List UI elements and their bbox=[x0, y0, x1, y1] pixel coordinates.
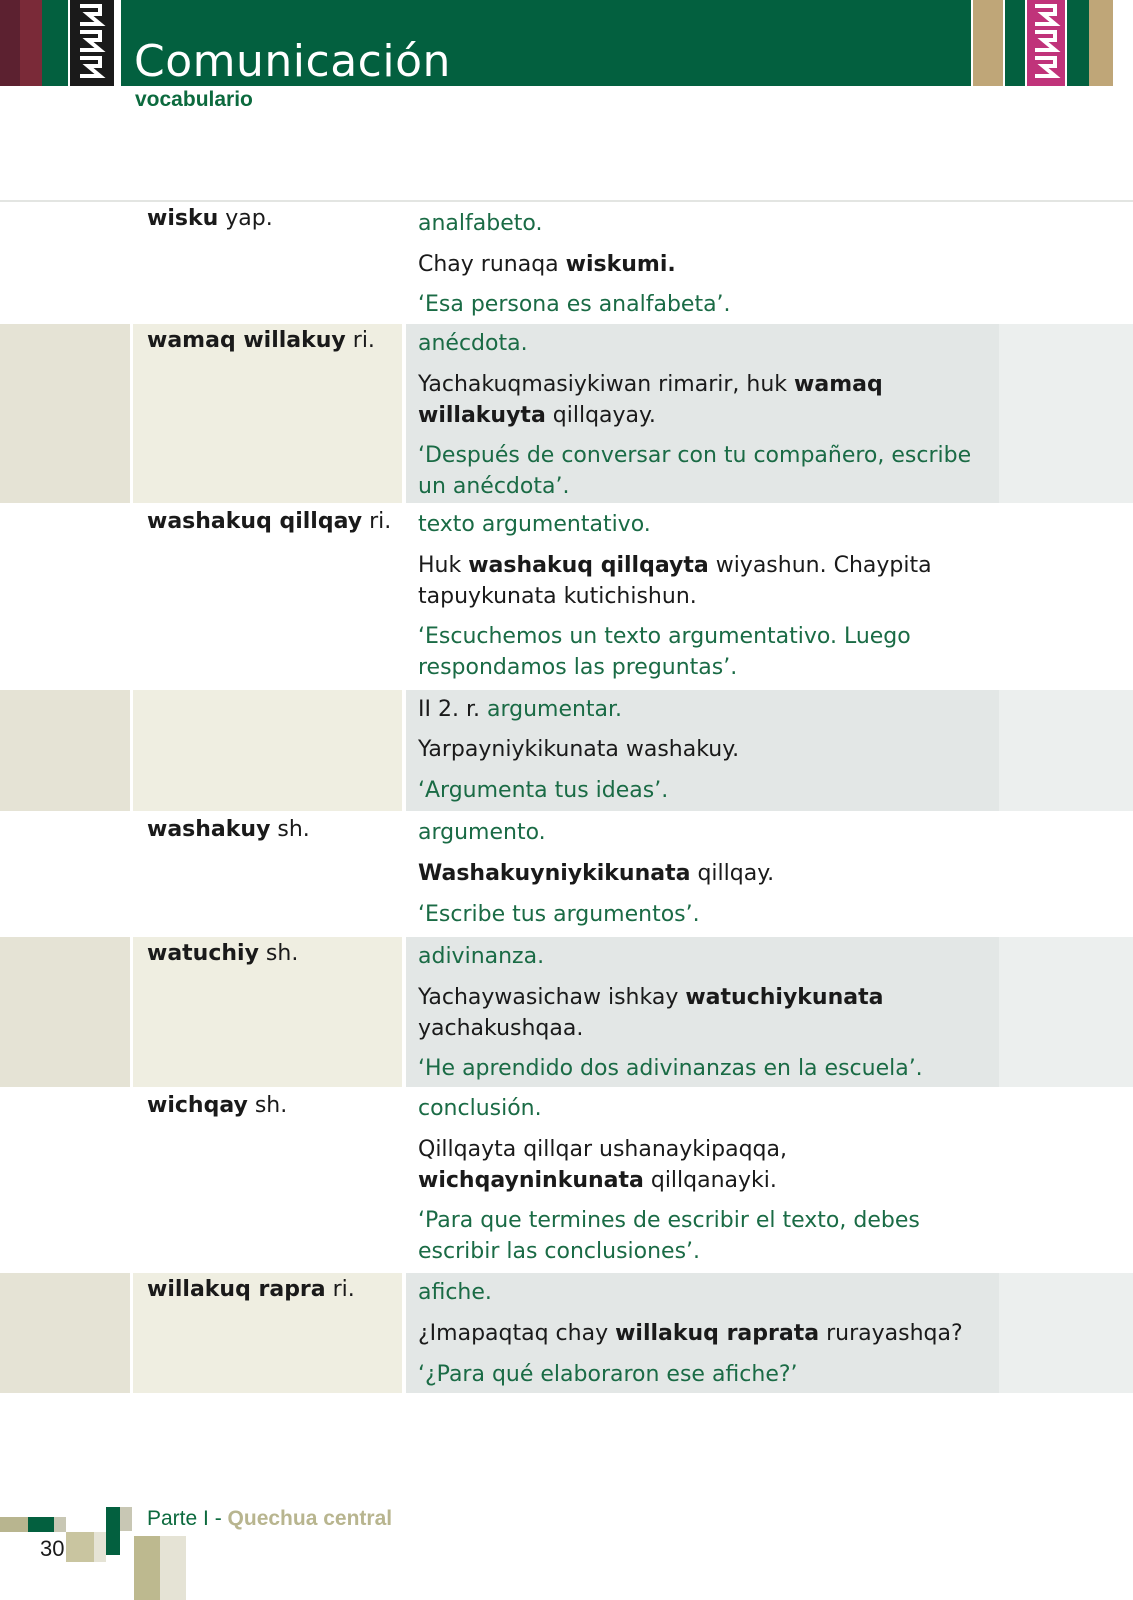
header-stripe bbox=[973, 0, 1003, 86]
example-headword: wiskumi. bbox=[565, 252, 676, 277]
example-headword: watuchiykunata bbox=[685, 985, 884, 1010]
table-cell bbox=[999, 505, 1133, 686]
header-stripe bbox=[1067, 0, 1089, 86]
example-sentence bbox=[418, 734, 993, 765]
headword-term: willakuq rapra bbox=[147, 1277, 326, 1302]
table-cell bbox=[999, 1273, 1133, 1393]
example-text: Qillqayta qillqar ushanaykipaqqa, bbox=[418, 1137, 787, 1162]
table-cell bbox=[0, 690, 130, 811]
table-cell bbox=[999, 937, 1133, 1087]
table-cell bbox=[0, 1273, 130, 1393]
page-title: Comunicación bbox=[134, 36, 451, 87]
table-cell bbox=[999, 324, 1133, 503]
part-of-speech: ri. bbox=[345, 328, 375, 353]
table-cell bbox=[133, 690, 402, 811]
headword-term: washakuy bbox=[147, 817, 271, 842]
footer-decoration bbox=[120, 1507, 132, 1531]
example-sentence bbox=[418, 982, 993, 1044]
definition bbox=[418, 694, 993, 725]
headword-term: wisku bbox=[147, 206, 219, 231]
definition bbox=[418, 941, 993, 972]
example-headword: wichqayninkunata bbox=[418, 1168, 644, 1193]
definition bbox=[418, 817, 993, 848]
headword-term: wamaq willakuy bbox=[147, 328, 346, 353]
example-text: qillqay. bbox=[690, 861, 775, 886]
definition-text: analfabeto. bbox=[418, 211, 543, 236]
footer-part-label bbox=[147, 1507, 392, 1531]
translation: ‘Después de conversar con tu compañero, escribe un anécdota’. bbox=[418, 443, 972, 499]
part-of-speech: sh. bbox=[247, 1093, 288, 1118]
definition bbox=[418, 1093, 993, 1124]
page-header bbox=[0, 0, 1133, 86]
table-cell bbox=[0, 937, 130, 1087]
footer-decoration bbox=[54, 1517, 66, 1532]
header-stripe bbox=[42, 0, 68, 86]
header-stripe bbox=[20, 0, 42, 86]
example-sentence bbox=[418, 550, 993, 612]
table-cell bbox=[999, 1089, 1133, 1269]
definition-text: anécdota. bbox=[418, 331, 528, 356]
header-stripe bbox=[114, 0, 118, 86]
example-headword: wamaq willakuyta bbox=[418, 372, 883, 428]
table-cell bbox=[0, 813, 130, 933]
definition-text: argumento. bbox=[418, 820, 546, 845]
definition bbox=[418, 509, 993, 540]
footer-decoration bbox=[0, 1517, 28, 1532]
definition bbox=[418, 328, 993, 359]
translation: ‘Escribe tus argumentos’. bbox=[418, 902, 700, 927]
headword-term: wichqay bbox=[147, 1093, 248, 1118]
sense-number: II 2. r. bbox=[418, 697, 487, 722]
definition-text: afiche. bbox=[418, 1280, 492, 1305]
example-sentence bbox=[418, 249, 993, 280]
translation: ‘Argumenta tus ideas’. bbox=[418, 778, 669, 803]
example-text: Yachaywasichaw ishkay bbox=[418, 985, 686, 1010]
part-of-speech: ri. bbox=[362, 509, 392, 534]
definition-text: argumentar. bbox=[486, 697, 623, 722]
example-text: ¿Imapaqtaq chay bbox=[418, 1321, 616, 1346]
footer-decoration bbox=[94, 1532, 106, 1562]
example-text: rurayashqa? bbox=[819, 1321, 963, 1346]
headword bbox=[147, 1277, 355, 1302]
footer-part-name: Quechua central bbox=[227, 1507, 393, 1530]
footer-decoration bbox=[160, 1536, 186, 1600]
table-cell bbox=[999, 202, 1133, 320]
example-text: Yachakuqmasiykiwan rimarir, huk bbox=[418, 372, 795, 397]
example-text: qillqanayki. bbox=[643, 1168, 777, 1193]
table-cell bbox=[999, 690, 1133, 811]
page-number: 30 bbox=[40, 1536, 65, 1561]
woven-motif-icon bbox=[1027, 0, 1065, 86]
table-cell bbox=[0, 505, 130, 686]
part-of-speech: ri. bbox=[325, 1277, 355, 1302]
header-stripe bbox=[1089, 0, 1113, 86]
example-text: Yarpayniykikunata washakuy. bbox=[418, 737, 740, 762]
definition-text: texto argumentativo. bbox=[418, 512, 651, 537]
translation: ‘¿Para qué elaboraron ese afiche?’ bbox=[418, 1362, 798, 1387]
footer-decoration bbox=[28, 1517, 54, 1532]
headword bbox=[147, 1093, 287, 1118]
example-text: wiyashun. Chaypita tapuykunata kutichishun. bbox=[418, 553, 932, 609]
headword bbox=[147, 817, 310, 842]
example-sentence bbox=[418, 1134, 993, 1196]
definition-text: conclusión. bbox=[418, 1096, 542, 1121]
translation: ‘He aprendido dos adivinanzas en la escuela’. bbox=[418, 1056, 923, 1081]
headword bbox=[147, 328, 375, 353]
example-sentence bbox=[418, 858, 993, 889]
example-sentence bbox=[418, 1318, 993, 1349]
definition bbox=[418, 208, 993, 239]
example-headword: Washakuyniykikunata bbox=[418, 861, 691, 886]
example-headword: willakuq raprata bbox=[615, 1321, 820, 1346]
footer-decoration bbox=[106, 1507, 120, 1555]
section-subtitle: vocabulario bbox=[135, 88, 253, 111]
footer-decoration bbox=[134, 1536, 160, 1600]
part-of-speech: sh. bbox=[258, 941, 299, 966]
example-text: Huk bbox=[418, 553, 469, 578]
translation: ‘Esa persona es analfabeta’. bbox=[418, 292, 731, 317]
header-stripe bbox=[1113, 0, 1133, 86]
definition bbox=[418, 1277, 993, 1308]
example-text: yachakushqaa. bbox=[418, 1016, 584, 1041]
footer-part: Parte I - bbox=[147, 1507, 228, 1530]
woven-motif-icon bbox=[70, 0, 114, 86]
example-sentence bbox=[418, 369, 993, 431]
table-cell bbox=[0, 1089, 130, 1269]
footer-decoration bbox=[66, 1532, 94, 1562]
example-headword: washakuq qillqayta bbox=[468, 553, 709, 578]
translation: ‘Escuchemos un texto argumentativo. Luego respondamos las preguntas’. bbox=[418, 624, 911, 680]
definition-text: adivinanza. bbox=[418, 944, 545, 969]
part-of-speech: sh. bbox=[270, 817, 310, 842]
table-cell bbox=[0, 324, 130, 503]
table-cell bbox=[999, 813, 1133, 933]
table-cell bbox=[0, 202, 130, 320]
headword-term: watuchiy bbox=[147, 941, 259, 966]
headword-term: washakuq qillqay bbox=[147, 509, 363, 534]
headword bbox=[147, 941, 298, 966]
example-text: Chay runaqa bbox=[418, 252, 566, 277]
translation: ‘Para que termines de escribir el texto, debes escribir las conclusiones’. bbox=[418, 1208, 920, 1264]
example-text: qillqayay. bbox=[545, 403, 656, 428]
header-stripe bbox=[1005, 0, 1025, 86]
part-of-speech: yap. bbox=[218, 206, 273, 231]
header-stripe bbox=[0, 0, 20, 86]
headword bbox=[147, 509, 391, 534]
headword bbox=[147, 206, 273, 231]
